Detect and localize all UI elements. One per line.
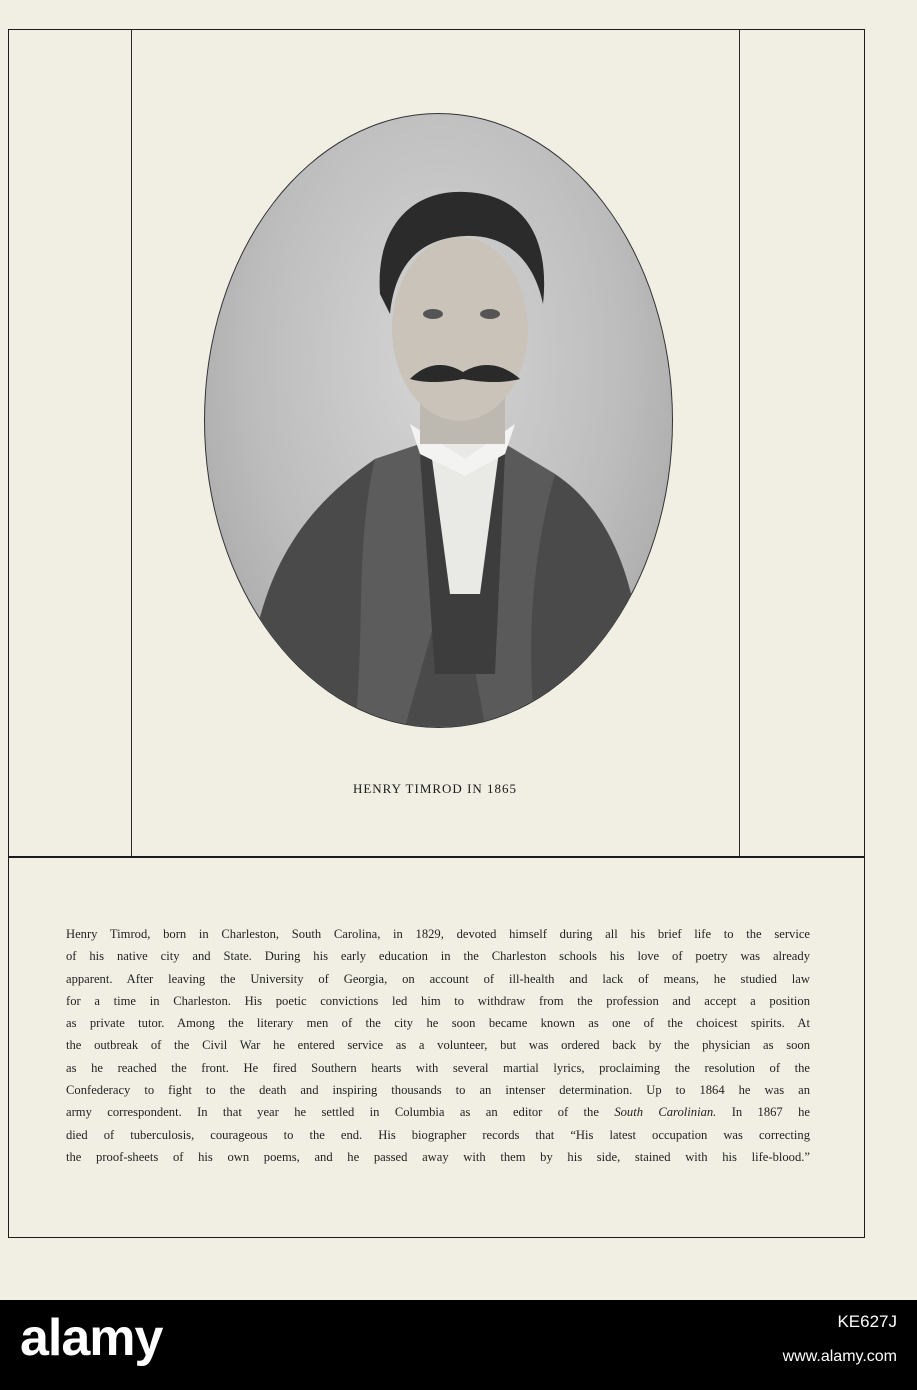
horizontal-rule — [8, 856, 865, 858]
image-id: KE627J — [837, 1312, 897, 1331]
bio-line9-end: In 1867 he — [731, 1105, 810, 1120]
newspaper-title: South Carolinian. — [614, 1105, 717, 1120]
bio-line: of his native city and State. During his early education in the Charleston schools his love of poetry was already — [66, 949, 810, 964]
biography-paragraph — [66, 923, 810, 1168]
watermark-url[interactable]: www.alamy.com — [782, 1348, 897, 1365]
bio-line: the outbreak of the Civil War he entered service as a volunteer, but was ordered back by the physician as soon — [66, 1038, 810, 1053]
bio-line: as he reached the front. He fired Southern hearts with several martial lyrics, proclaiming the resolution of the — [66, 1060, 810, 1075]
bio-line: died of tuberculosis, courageous to the end. His biographer records that “His latest occupation was correcting — [66, 1127, 810, 1142]
bio-line: for a time in Charleston. His poetic convictions led him to withdraw from the profession and accept a position — [66, 993, 810, 1008]
bio-line: apparent. After leaving the University of Georgia, on account of ill-health and lack of means, he studied law — [66, 971, 810, 986]
left-rule — [131, 29, 132, 856]
portrait-photo — [204, 113, 673, 728]
bio-line: Confederacy to fight to the death and inspiring thousands to an intenser determination. Up to 1864 he was an — [66, 1083, 810, 1098]
watermark-banner — [0, 1300, 917, 1390]
photo-caption: HENRY TIMROD IN 1865 — [352, 781, 518, 796]
right-rule — [739, 29, 740, 856]
bio-line: the proof-sheets of his own poems, and he passed away with them by his side, stained with his life-blood.” — [66, 1149, 810, 1164]
bio-line — [66, 1101, 810, 1123]
bio-line9-start: army correspondent. In that year he settled in Columbia as an editor of the — [66, 1105, 599, 1120]
watermark-logo: alamy — [20, 1309, 163, 1367]
bio-line: as private tutor. Among the literary men of the city he soon became known as one of the choicest spirits. At — [66, 1016, 810, 1031]
bio-line: Henry Timrod, born in Charleston, South Carolina, in 1829, devoted himself during all his brief life to the service — [66, 927, 810, 941]
portrait-illustration — [205, 114, 672, 727]
